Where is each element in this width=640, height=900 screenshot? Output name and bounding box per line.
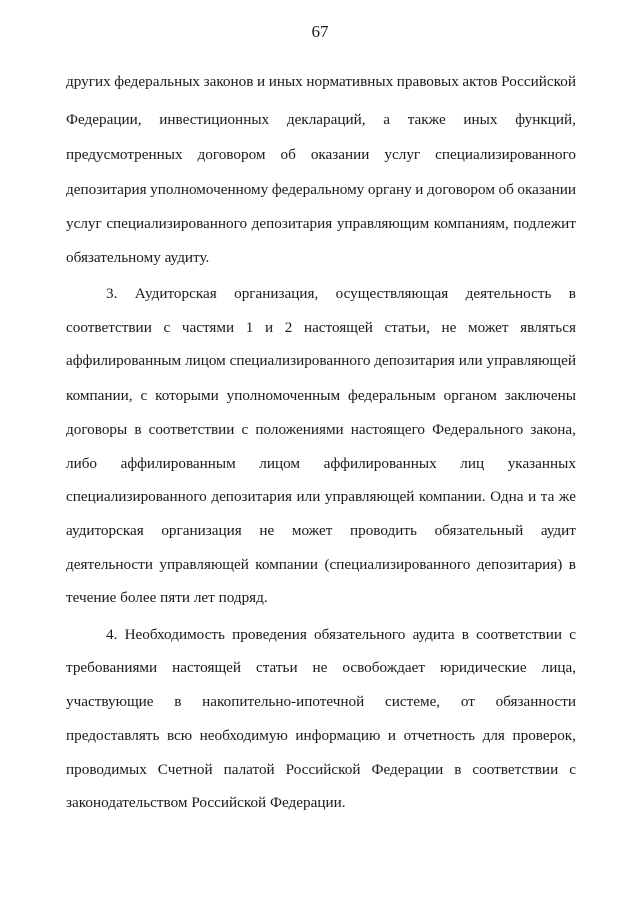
word: необходимую	[199, 727, 288, 744]
word: депозитария	[374, 352, 455, 369]
word: оказании	[517, 181, 576, 198]
text-line	[66, 760, 576, 780]
word: 2	[284, 319, 293, 336]
word: системе,	[384, 693, 441, 710]
word: депозитария	[251, 215, 333, 232]
word: деклараций,	[286, 111, 366, 128]
text-line	[66, 72, 576, 92]
word: управляющей	[486, 352, 576, 369]
word: проведения	[232, 626, 307, 643]
word: а	[383, 111, 390, 128]
word: депозитария)	[476, 556, 563, 573]
word: не	[259, 522, 275, 539]
word: указанных	[507, 455, 576, 472]
word: с	[569, 761, 576, 778]
word: с	[241, 421, 249, 438]
word: проводимых	[66, 761, 147, 778]
word: требованиями	[66, 659, 158, 676]
word: лиц	[460, 455, 485, 472]
text-line: законодательством Российской Федерации.	[66, 794, 346, 811]
text-line	[66, 386, 576, 406]
word: органом	[443, 387, 497, 404]
word: уполномоченным	[226, 387, 341, 404]
text-line	[66, 145, 576, 165]
word: специализированного	[106, 215, 248, 232]
word: иных	[463, 111, 498, 128]
word: специализированного	[66, 488, 207, 505]
word: осуществляющая	[335, 285, 449, 302]
word: проверок,	[512, 727, 576, 744]
word: обязанности	[495, 693, 576, 710]
word: уполномоченному	[150, 181, 269, 198]
word: накопительно-ипотечной	[202, 693, 365, 710]
word: же	[558, 488, 576, 505]
word: лицом	[185, 352, 226, 369]
word: освобождает	[342, 659, 426, 676]
word: не	[312, 659, 328, 676]
word: предоставлять	[66, 727, 160, 744]
word: положениями	[255, 421, 344, 438]
word: настоящего	[350, 421, 426, 438]
word: и	[415, 181, 424, 198]
word: Российской	[501, 73, 576, 90]
word: деятельности	[66, 556, 153, 573]
word: федеральных	[114, 73, 200, 90]
word: управляющим	[336, 215, 430, 232]
word: Федерации	[371, 761, 444, 778]
word: специализированного	[435, 146, 576, 163]
word: участвующие	[66, 693, 154, 710]
word: информацию	[295, 727, 381, 744]
word: деятельность	[465, 285, 552, 302]
text-line	[66, 180, 576, 200]
word: с	[163, 319, 171, 336]
word: соответствии	[472, 761, 559, 778]
text-line	[106, 625, 576, 645]
word: и	[387, 727, 397, 744]
word: от	[460, 693, 475, 710]
word: в	[134, 421, 142, 438]
word: компании,	[66, 387, 133, 404]
word: юридические	[439, 659, 527, 676]
word: аудита	[412, 626, 455, 643]
word: Федерального	[432, 421, 524, 438]
word: Одна	[490, 488, 524, 505]
text-line	[66, 420, 576, 440]
word: договоры	[66, 421, 128, 438]
word: не	[441, 319, 457, 336]
word: или	[296, 488, 321, 505]
word: предусмотренных	[66, 146, 183, 163]
text-line	[66, 555, 576, 575]
word: об	[498, 181, 514, 198]
word: в	[568, 285, 576, 302]
word: в	[568, 556, 576, 573]
word: соответствии	[148, 421, 235, 438]
word: аффилированным	[66, 352, 182, 369]
word: аудиторская	[66, 522, 144, 539]
word: либо	[66, 455, 98, 472]
word: управляющей	[159, 556, 249, 573]
text-line	[66, 454, 576, 474]
word: организация	[161, 522, 242, 539]
word: функций,	[515, 111, 576, 128]
text-line	[66, 521, 576, 541]
word: федеральному	[271, 181, 365, 198]
word: настоящей	[303, 319, 373, 336]
word: обязательный	[434, 522, 524, 539]
word: иных	[268, 73, 303, 90]
word: правовых	[396, 73, 459, 90]
text-line	[66, 658, 576, 678]
word: договором	[427, 181, 495, 198]
word: соответствии	[66, 319, 152, 336]
word: аффилированным	[120, 455, 236, 472]
word: нормативных	[306, 73, 394, 90]
word: и	[257, 73, 266, 90]
word: 4.	[106, 626, 118, 643]
word: Российской	[285, 761, 361, 778]
word: компании	[255, 556, 319, 573]
word: других	[66, 73, 111, 90]
word: подлежит	[513, 215, 576, 232]
word: федеральным	[347, 387, 436, 404]
word: также	[407, 111, 446, 128]
text-line	[66, 110, 576, 130]
word: являться	[520, 319, 576, 336]
word: та	[540, 488, 555, 505]
word: компании.	[418, 488, 486, 505]
word: организация,	[234, 285, 319, 302]
word: Счетной	[157, 761, 213, 778]
word: статьи	[255, 659, 298, 676]
word: об	[280, 146, 296, 163]
word: оказании	[310, 146, 370, 163]
word: статьи,	[384, 319, 430, 336]
word: Необходимость	[124, 626, 225, 643]
word: закона,	[530, 421, 576, 438]
word: Федерации,	[66, 111, 142, 128]
word: в	[454, 761, 462, 778]
word: специализированного	[229, 352, 371, 369]
word: с	[569, 626, 576, 643]
word: 3.	[106, 285, 118, 302]
word: которыми	[155, 387, 219, 404]
text-line	[66, 214, 576, 234]
word: отчетность	[403, 727, 476, 744]
word: может	[291, 522, 333, 539]
text-line	[66, 351, 576, 371]
word: и	[264, 319, 274, 336]
word: депозитария	[211, 488, 292, 505]
text-line	[66, 726, 576, 746]
word: заключены	[504, 387, 576, 404]
word: частями	[181, 319, 235, 336]
word: может	[468, 319, 509, 336]
word: услуг	[66, 215, 102, 232]
word: аффилированных	[323, 455, 437, 472]
word: или	[458, 352, 483, 369]
word: 1	[245, 319, 254, 336]
word: депозитария	[66, 181, 147, 198]
word: актов	[462, 73, 498, 90]
text-line: обязательному аудиту.	[66, 249, 210, 266]
word: лица,	[541, 659, 576, 676]
word: Аудиторская	[134, 285, 217, 302]
page-number: 67	[311, 22, 329, 41]
word: с	[140, 387, 148, 404]
word: палатой	[223, 761, 275, 778]
word: лицом	[259, 455, 301, 472]
word: соответствии	[476, 626, 562, 643]
word: инвестиционных	[159, 111, 270, 128]
word: (специализированного	[324, 556, 471, 573]
word: в	[174, 693, 182, 710]
word: договором	[197, 146, 266, 163]
word: всю	[166, 727, 193, 744]
word: и	[528, 488, 537, 505]
word: органу	[367, 181, 412, 198]
word: законов	[203, 73, 254, 90]
word: настоящей	[172, 659, 242, 676]
word: для	[482, 727, 505, 744]
text-line	[66, 318, 576, 338]
word: управляющей	[324, 488, 415, 505]
text-line	[106, 284, 576, 304]
text-line	[66, 487, 576, 507]
word: услуг	[384, 146, 421, 163]
text-line: течение более пяти лет подряд.	[66, 589, 268, 606]
word: компаниям,	[433, 215, 509, 232]
word: проводить	[349, 522, 417, 539]
text-line	[66, 692, 576, 712]
word: аудит	[540, 522, 576, 539]
word: обязательного	[314, 626, 406, 643]
word: в	[461, 626, 469, 643]
